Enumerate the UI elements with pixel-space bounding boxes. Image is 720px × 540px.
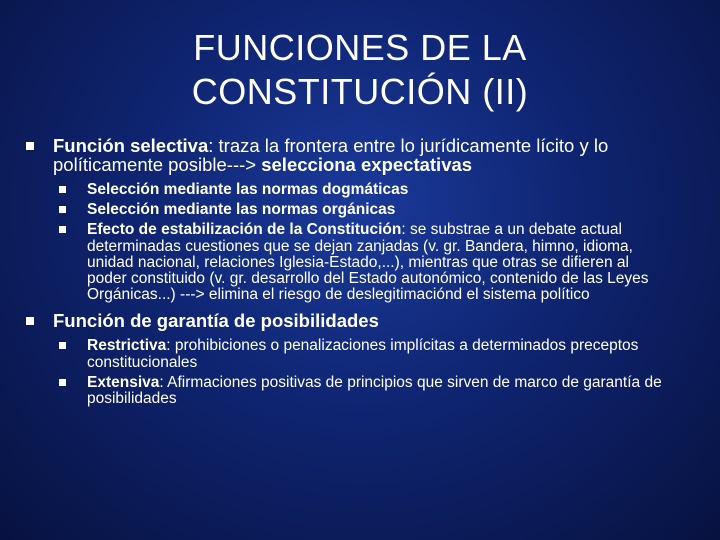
subbullet-heading: Extensiva <box>87 373 160 391</box>
subbullet-heading: Selección mediante las normas orgánicas <box>87 201 396 219</box>
title-line-2: CONSTITUCIÓN (II) <box>191 71 529 112</box>
square-bullet-icon <box>59 342 66 349</box>
title-line-1: FUNCIONES DE LA <box>193 27 527 68</box>
square-bullet-icon <box>59 226 66 233</box>
subbullet-normas-organicas <box>53 202 666 218</box>
slide-title <box>0 26 720 114</box>
square-bullet-icon <box>59 206 66 213</box>
bullet-emphasis: selecciona expectativas <box>256 154 473 175</box>
subbullet-heading: Selección mediante las normas dogmáticas <box>87 181 409 198</box>
bullet-heading: Función selectiva <box>53 135 209 156</box>
bullet-funcion-selectiva <box>26 136 666 174</box>
subbullet-heading: Efecto de estabilización de la Constitución <box>87 221 402 239</box>
subbullet-text: : Afirmaciones positivas de principios que sirven de marco de garantía de posibilidades <box>87 373 662 408</box>
bullet-funcion-garantia <box>26 311 666 330</box>
bullet-heading: Función de garantía de posibilidades <box>53 310 379 332</box>
bullet-text: : traza la frontera entre lo jurídicamente lícito y lo políticamente posible---> <box>53 135 609 175</box>
subbullet-extensiva <box>53 375 666 407</box>
subbullet-normas-dogmaticas <box>53 182 666 198</box>
subbullet-text: : prohibiciones o penalizaciones implícitas a determinados preceptos constitucionales <box>87 337 639 371</box>
square-bullet-icon <box>59 186 66 193</box>
bullet-list <box>26 136 666 415</box>
square-bullet-icon <box>26 142 34 150</box>
subbullet-heading: Restrictiva <box>87 337 167 355</box>
sublist-funcion-garantia <box>26 338 666 407</box>
square-bullet-icon <box>59 379 66 386</box>
sublist-funcion-selectiva <box>26 182 666 303</box>
subbullet-efecto-estabilizacion <box>53 222 666 303</box>
subbullet-restrictiva <box>53 338 666 370</box>
subbullet-text: : se substrae a un debate actual determinadas cuestiones que se dejan zanjadas (v. gr. Bandera, himno, idioma, unidad nacional, relaciones Iglesia-Estado,...), mientras que otras se difieren al poder constituido (v. gr. desarrollo del Estado autonómico, contenido de las Leyes Orgánicas...) ---> elimina el riesgo de deslegitimaciónd el sistema político <box>87 221 649 304</box>
square-bullet-icon <box>26 317 34 325</box>
